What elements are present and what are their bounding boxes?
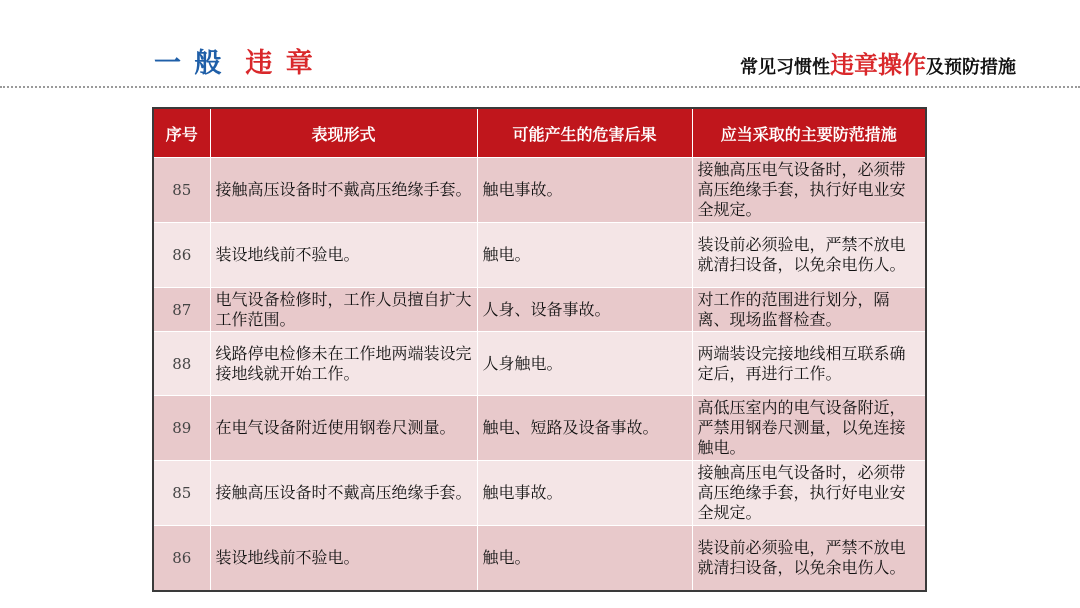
- column-header-consequence: 可能产生的危害后果: [477, 108, 692, 158]
- row-form: 在电气设备附近使用钢卷尺测量。: [210, 396, 477, 461]
- row-measure: 装设前必须验电，严禁不放电就清扫设备，以免余电伤人。: [692, 526, 926, 591]
- section-title: [154, 48, 315, 80]
- row-number: 85: [153, 461, 210, 526]
- table-header-row: [153, 108, 926, 158]
- column-header-number: 序号: [153, 108, 210, 158]
- column-header-form: 表现形式: [210, 108, 477, 158]
- page-heading-emphasis: 违章操作: [830, 51, 926, 79]
- row-number: 89: [153, 396, 210, 461]
- row-consequence: 触电。: [477, 223, 692, 288]
- row-number: 88: [153, 332, 210, 396]
- header-divider: [0, 86, 1080, 88]
- row-form: 装设地线前不验电。: [210, 223, 477, 288]
- table-row: [153, 223, 926, 288]
- row-consequence: 触电。: [477, 526, 692, 591]
- row-measure: 两端装设完接地线相互联系确定后，再进行工作。: [692, 332, 926, 396]
- page-heading-suffix: 及预防措施: [926, 57, 1016, 78]
- row-consequence: 人身、设备事故。: [477, 288, 692, 332]
- row-measure: 接触高压电气设备时，必须带高压绝缘手套，执行好电业安全规定。: [692, 461, 926, 526]
- row-number: 86: [153, 223, 210, 288]
- row-form: 装设地线前不验电。: [210, 526, 477, 591]
- table-row: [153, 461, 926, 526]
- row-measure: 对工作的范围进行划分，隔离、现场监督检查。: [692, 288, 926, 332]
- table-row: [153, 396, 926, 461]
- row-form: 电气设备检修时，工作人员擅自扩大工作范围。: [210, 288, 477, 332]
- row-consequence: 触电事故。: [477, 461, 692, 526]
- row-consequence: 人身触电。: [477, 332, 692, 396]
- row-consequence: 触电事故。: [477, 158, 692, 223]
- section-title-part1: 一 般: [154, 48, 224, 79]
- page-heading: [740, 50, 1016, 83]
- table-row: [153, 526, 926, 591]
- section-title-part2: 违 章: [245, 48, 315, 79]
- row-measure: 接触高压电气设备时，必须带高压绝缘手套，执行好电业安全规定。: [692, 158, 926, 223]
- row-form: 接触高压设备时不戴高压绝缘手套。: [210, 158, 477, 223]
- row-form: 接触高压设备时不戴高压绝缘手套。: [210, 461, 477, 526]
- page-heading-prefix: 常见习惯性: [740, 57, 830, 78]
- table-row: [153, 158, 926, 223]
- table-row: [153, 288, 926, 332]
- row-number: 86: [153, 526, 210, 591]
- table-row: [153, 332, 926, 396]
- column-header-measure: 应当采取的主要防范措施: [692, 108, 926, 158]
- row-form: 线路停电检修未在工作地两端装设完接地线就开始工作。: [210, 332, 477, 396]
- violations-table: [152, 107, 927, 592]
- row-measure: 装设前必须验电，严禁不放电就清扫设备，以免余电伤人。: [692, 223, 926, 288]
- row-measure: 高低压室内的电气设备附近，严禁用钢卷尺测量，以免连接触电。: [692, 396, 926, 461]
- row-consequence: 触电、短路及设备事故。: [477, 396, 692, 461]
- row-number: 87: [153, 288, 210, 332]
- row-number: 85: [153, 158, 210, 223]
